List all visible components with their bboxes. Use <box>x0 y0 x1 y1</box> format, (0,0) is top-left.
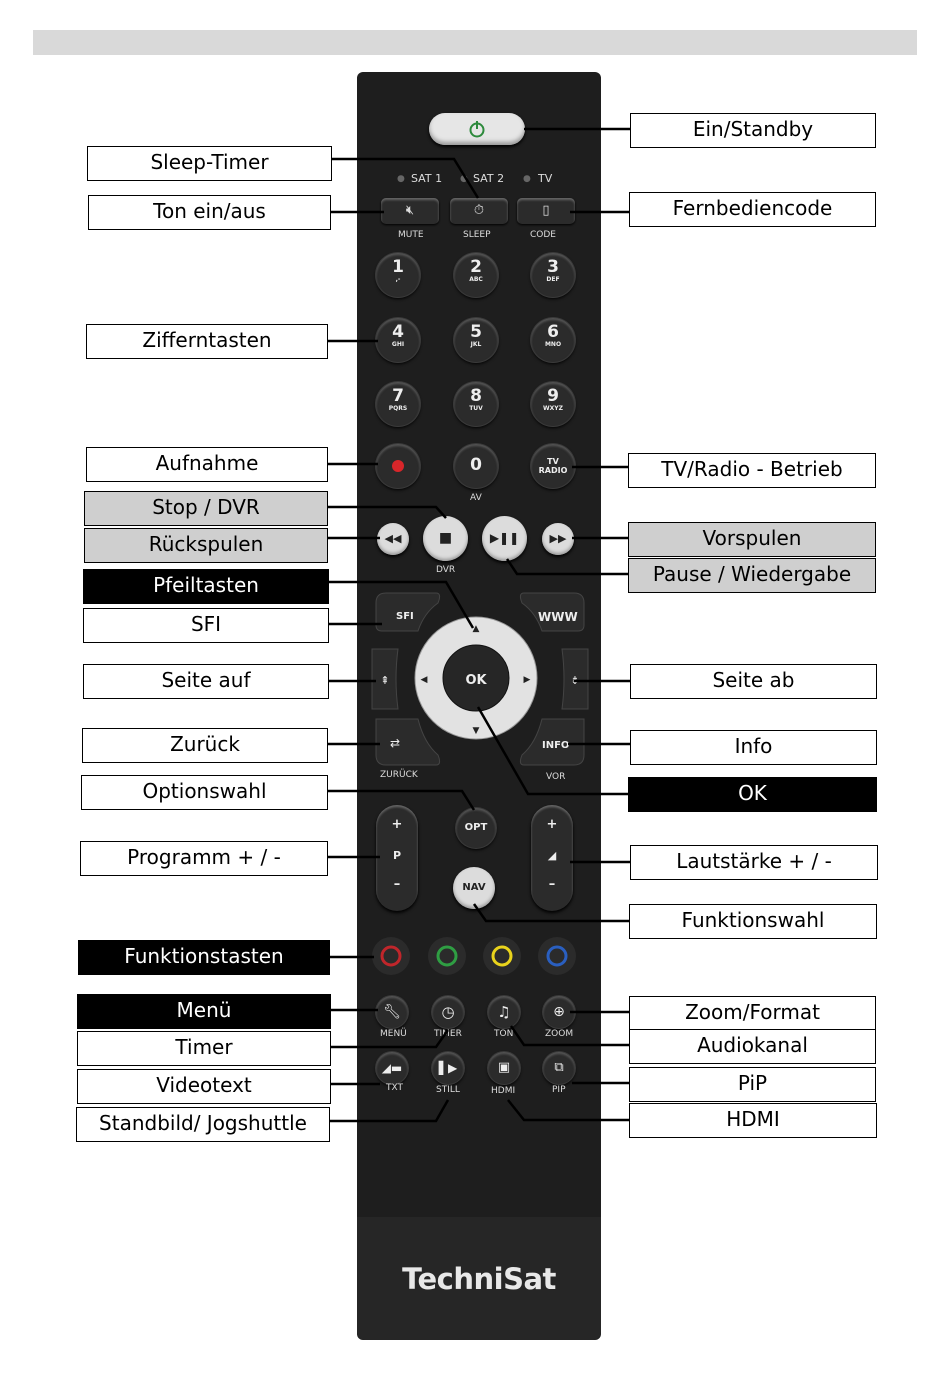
digit-8-button[interactable]: 8 TUV <box>454 382 498 426</box>
arrow-up-icon: ▲ <box>472 624 480 634</box>
label-play-pause: Pause / Wiedergabe <box>628 558 876 593</box>
mute-icon: 🔇︎ <box>405 203 415 218</box>
txt-label: TXT <box>386 1083 404 1093</box>
page-up-icon: ⇞ <box>380 674 390 687</box>
label-info: Info <box>630 730 877 765</box>
digit-0-button[interactable]: 0 <box>454 444 498 488</box>
label-mute: Ton ein/aus <box>88 195 331 230</box>
label-zoom: Zoom/Format <box>629 996 876 1031</box>
volume-plus-icon: + <box>546 817 558 832</box>
fast-forward-icon: ▶▶ <box>549 532 567 545</box>
back-icon: ⇄ <box>389 736 401 750</box>
music-note-icon: ♫ <box>497 1003 511 1021</box>
label-volume: Lautstärke + / - <box>630 845 878 880</box>
teletext-icon: ◢▬ <box>381 1061 403 1075</box>
label-tv-radio: TV/Radio - Betrieb <box>628 453 876 488</box>
label-forward: Vorspulen <box>628 522 876 557</box>
label-function-select: Funktionswahl <box>629 904 877 939</box>
label-arrows: Pfeiltasten <box>83 569 329 604</box>
label-timer: Timer <box>77 1031 331 1066</box>
brand-logo: TechniSat <box>402 1262 556 1296</box>
label-sfi: SFI <box>83 608 329 643</box>
digit-9-button[interactable]: 9 WXYZ <box>531 382 575 426</box>
timer-label: TIMER <box>434 1029 462 1039</box>
label-program: Programm + / - <box>80 841 328 876</box>
program-p-label: P <box>392 849 402 862</box>
mode-tv-label: TV <box>538 172 553 185</box>
led-sat1: ● <box>397 174 405 184</box>
pip-label: PIP <box>552 1085 566 1095</box>
www-label: WWW <box>538 610 578 624</box>
label-menu: Menü <box>77 994 331 1029</box>
label-ok: OK <box>628 777 877 812</box>
clock-icon: ◷ <box>441 1003 455 1021</box>
label-page-up: Seite auf <box>83 664 329 699</box>
info-label: INFO <box>542 740 570 751</box>
volume-icon: ◢ <box>547 849 557 862</box>
volume-minus-icon: – <box>548 877 556 892</box>
label-record: Aufnahme <box>86 447 328 482</box>
options-button[interactable]: OPT <box>456 808 496 848</box>
digit-1-button[interactable]: 1 ,- <box>376 253 420 297</box>
magnifier-icon: ⊕ <box>553 1004 565 1020</box>
tv-radio-button[interactable]: TV RADIO <box>531 444 575 488</box>
code-label: CODE <box>530 230 556 240</box>
mode-sat2-label: SAT 2 <box>473 172 505 185</box>
label-options: Optionswahl <box>81 775 328 810</box>
label-code: Fernbediencode <box>629 192 876 227</box>
sleep-label: SLEEP <box>463 230 491 240</box>
still-label: STILL <box>436 1085 460 1095</box>
digit-5-button[interactable]: 5 JKL <box>454 318 498 362</box>
program-minus-icon: – <box>393 877 401 892</box>
ok-label: OK <box>465 673 487 688</box>
label-function-keys: Funktionstasten <box>78 940 330 975</box>
label-sleep-timer: Sleep-Timer <box>87 146 332 181</box>
zurueck-label: ZURÜCK <box>380 770 418 780</box>
digit-6-button[interactable]: 6 MNO <box>531 318 575 362</box>
label-back: Zurück <box>82 728 328 763</box>
rewind-icon: ◀◀ <box>384 532 402 545</box>
wrench-icon: 🔧︎ <box>383 1004 401 1020</box>
arrow-left-icon: ◀ <box>420 675 428 685</box>
ton-label: TON <box>494 1029 514 1039</box>
zoom-label: ZOOM <box>545 1029 574 1039</box>
label-digits: Zifferntasten <box>86 324 328 359</box>
label-pip: PiP <box>629 1067 876 1102</box>
menu-label: MENÜ <box>380 1029 407 1039</box>
label-audio: Audiokanal <box>629 1029 876 1064</box>
digit-3-button[interactable]: 3 DEF <box>531 253 575 297</box>
arrow-down-icon: ▼ <box>472 726 480 736</box>
label-page-down: Seite ab <box>630 664 877 699</box>
code-icon: ▯ <box>542 203 550 218</box>
page-down-icon: ⇟ <box>570 674 580 687</box>
hdmi-icon: ▣ <box>497 1060 511 1075</box>
play-bar-icon: ▌▶ <box>438 1061 458 1075</box>
led-tv: ● <box>523 174 531 184</box>
sleep-clock-icon: ⏱︎ <box>473 203 485 218</box>
label-standby: Ein/Standby <box>630 113 876 148</box>
sfi-label: SFI <box>396 611 414 622</box>
label-still: Standbild/ Jogshuttle <box>76 1107 330 1142</box>
program-plus-icon: + <box>391 817 403 832</box>
stop-icon: ■ <box>438 530 453 546</box>
nav-button[interactable]: NAV <box>453 867 495 909</box>
vor-label: VOR <box>546 772 566 782</box>
play-pause-icon: ▶❚❚ <box>489 531 520 545</box>
mode-sat1-label: SAT 1 <box>411 172 443 185</box>
av-label: AV <box>470 493 482 503</box>
digit-7-button[interactable]: 7 PQRS <box>376 382 420 426</box>
pip-icon: ⧉ <box>554 1060 564 1075</box>
arrow-right-icon: ▶ <box>523 675 531 685</box>
hdmi-label: HDMI <box>491 1086 516 1096</box>
label-rewind: Rückspulen <box>84 528 328 563</box>
label-stop-dvr: Stop / DVR <box>84 491 328 526</box>
digit-2-button[interactable]: 2 ABC <box>454 253 498 297</box>
led-sat2: ● <box>460 174 468 184</box>
mute-label: MUTE <box>398 230 424 240</box>
digit-4-button[interactable]: 4 GHI <box>376 318 420 362</box>
label-hdmi: HDMI <box>629 1103 877 1138</box>
dvr-label: DVR <box>436 565 456 575</box>
label-teletext: Videotext <box>77 1069 331 1104</box>
